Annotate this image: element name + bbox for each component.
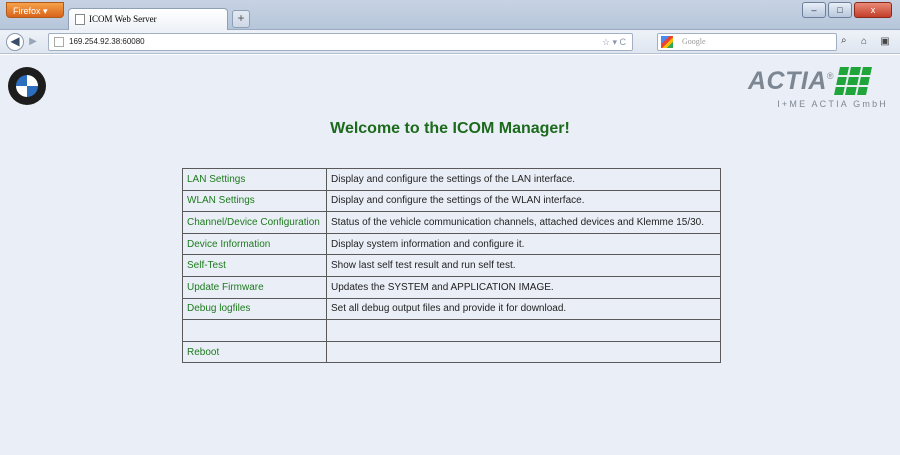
device-information-link[interactable]: Device Information bbox=[183, 233, 327, 255]
channel-device-configuration-link[interactable]: Channel/Device Configuration bbox=[183, 212, 327, 234]
maximize-button[interactable]: □ bbox=[828, 2, 852, 18]
brand-subtitle: I+ME ACTIA GmbH bbox=[777, 99, 888, 109]
menu-row-lan bbox=[183, 169, 721, 191]
search-engine-icon[interactable] bbox=[661, 36, 673, 48]
brand-name: ACTIA bbox=[748, 66, 827, 95]
menu-row-debug-logfiles bbox=[183, 298, 721, 320]
arrow-right-icon[interactable]: ▶ bbox=[29, 36, 37, 47]
self-test-link[interactable]: Self-Test bbox=[183, 255, 327, 277]
device-information-description: Display system information and configure it. bbox=[327, 233, 721, 255]
search-placeholder: Google bbox=[682, 37, 706, 46]
addon-icon[interactable]: ▣ bbox=[880, 36, 890, 47]
manager-menu-table bbox=[182, 168, 721, 363]
brand-registered: ® bbox=[826, 71, 834, 81]
new-tab-button[interactable]: + bbox=[232, 10, 250, 28]
actia-logo bbox=[748, 65, 888, 113]
page-title: Welcome to the ICOM Manager! bbox=[330, 120, 570, 137]
window-controls bbox=[802, 2, 892, 20]
page-viewport bbox=[0, 55, 900, 455]
home-icon[interactable]: ⌂ bbox=[860, 36, 868, 47]
menu-row-self-test bbox=[183, 255, 721, 277]
lan-settings-description: Display and configure the settings of the LAN interface. bbox=[327, 169, 721, 191]
menu-row-device-info bbox=[183, 233, 721, 255]
search-bar[interactable] bbox=[657, 33, 837, 51]
wlan-settings-description: Display and configure the settings of the WLAN interface. bbox=[327, 190, 721, 212]
magnifier-icon[interactable]: ⌕ bbox=[841, 35, 847, 46]
debug-logfiles-description: Set all debug output files and provide it for download. bbox=[327, 298, 721, 320]
empty-cell bbox=[183, 320, 327, 342]
minimize-button[interactable]: – bbox=[802, 2, 826, 18]
menu-row-reboot bbox=[183, 341, 721, 363]
reboot-description bbox=[327, 341, 721, 363]
car-brand-logo bbox=[8, 67, 46, 105]
menu-row-empty bbox=[183, 320, 721, 342]
lan-settings-link[interactable]: LAN Settings bbox=[183, 169, 327, 191]
menu-row-wlan bbox=[183, 190, 721, 212]
tab-title: ICOM Web Server bbox=[89, 14, 157, 24]
wlan-settings-link[interactable]: WLAN Settings bbox=[183, 190, 327, 212]
navigation-bar bbox=[0, 30, 900, 54]
title-bar bbox=[0, 0, 900, 30]
empty-cell bbox=[327, 320, 721, 342]
menu-row-channel bbox=[183, 212, 721, 234]
page-icon bbox=[75, 14, 85, 25]
logo-roundel bbox=[16, 75, 38, 97]
menu-row-update-firmware bbox=[183, 276, 721, 298]
channel-device-configuration-description: Status of the vehicle communication channels, attached devices and Klemme 15/30. bbox=[327, 212, 721, 234]
tab-icom-web-server[interactable] bbox=[68, 8, 228, 30]
brand-grid-icon bbox=[834, 67, 872, 95]
close-button[interactable]: x bbox=[854, 2, 892, 18]
firefox-menu-button[interactable]: Firefox ▾ bbox=[6, 2, 64, 18]
arrow-left-icon[interactable]: ◀ bbox=[6, 33, 24, 51]
self-test-description: Show last self test result and run self test. bbox=[327, 255, 721, 277]
update-firmware-description: Updates the SYSTEM and APPLICATION IMAGE. bbox=[327, 276, 721, 298]
bookmark-reload-icons[interactable]: ☆ ▾ C bbox=[601, 37, 626, 47]
url-text: 169.254.92.38:60080 bbox=[69, 37, 145, 46]
reboot-link[interactable]: Reboot bbox=[183, 341, 327, 363]
update-firmware-link[interactable]: Update Firmware bbox=[183, 276, 327, 298]
debug-logfiles-link[interactable]: Debug logfiles bbox=[183, 298, 327, 320]
site-identity-icon[interactable] bbox=[54, 37, 64, 47]
address-bar[interactable] bbox=[48, 33, 633, 51]
